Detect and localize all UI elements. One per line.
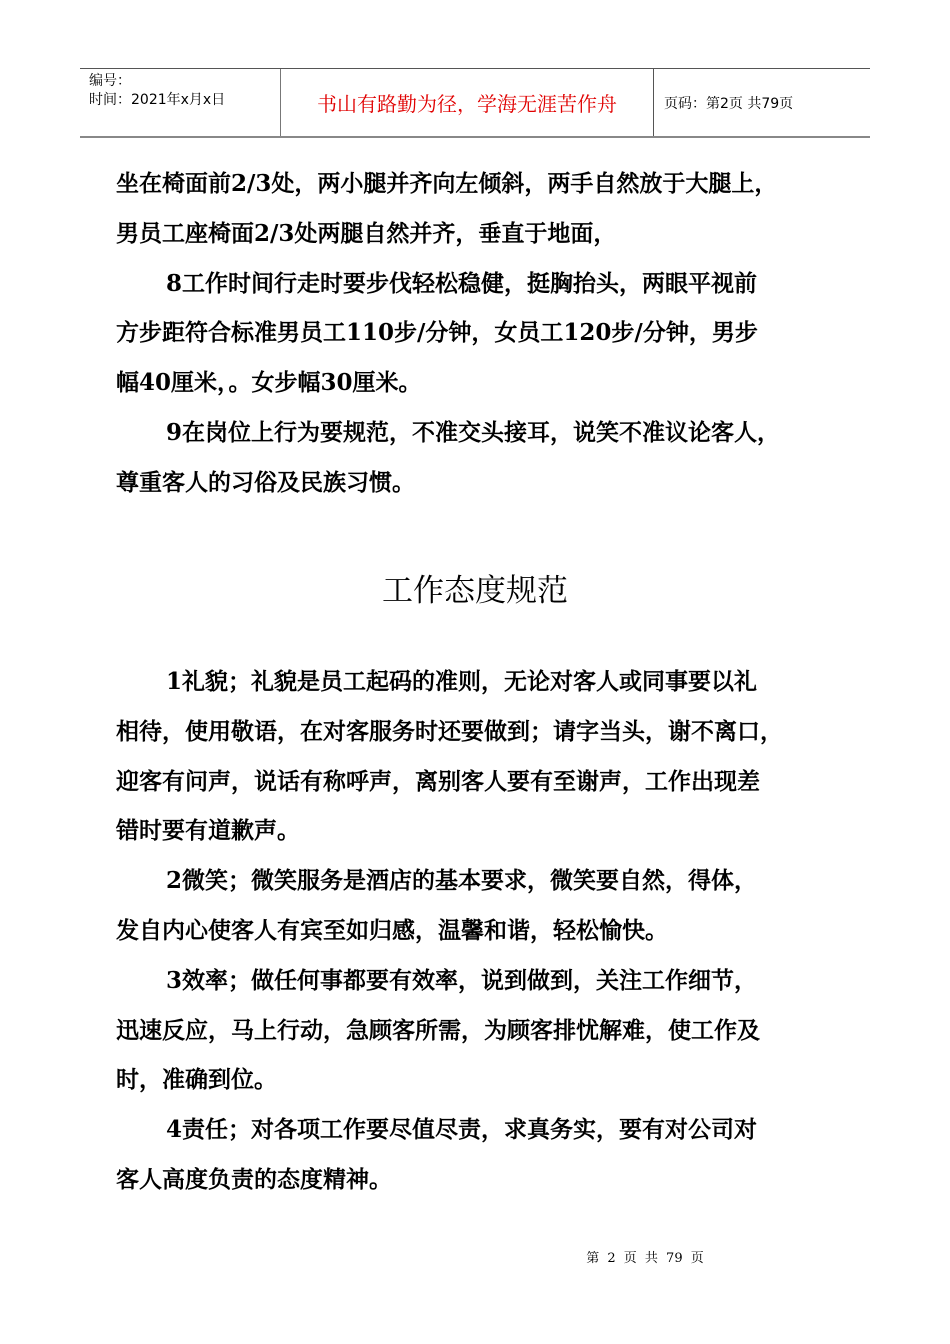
page-footer: 第 2 页 共 79 页: [586, 1251, 704, 1266]
text-line: 1礼貌；礼貌是员工起码的准则，无论对客人或同事要以礼: [166, 668, 758, 695]
text-line: 8工作时间行走时要步伐轻松稳健，挺胸抬头，两眼平视前: [166, 269, 758, 297]
text-line: 4责任；对各项工作要尽值尽责，求真务实，要有对公司对: [166, 1116, 758, 1144]
text-line: 9在岗位上行为要规范，不准交头接耳，说笑不准议论客人，: [166, 419, 781, 446]
header-motto: 书山有路勤为径，学海无涯苦作舟: [281, 69, 654, 136]
header-page-info: 页码：第2页 共79页: [664, 95, 794, 112]
text-line: 错时要有道歉声。: [116, 817, 300, 845]
text-line: 相待，使用敬语，在对客服务时还要做到；请字当头，谢不离口，: [116, 717, 783, 745]
section-title: 工作态度规范: [382, 573, 568, 609]
text-line: 方步距符合标准男员工110步/分钟，女员工120步/分钟，男步: [116, 319, 758, 347]
text-line: 坐在椅面前2/3处，两小腿并齐向左倾斜，两手自然放于大腿上，: [116, 170, 778, 197]
text-line: 客人高度负责的态度精神。: [116, 1166, 392, 1193]
header-meta: [80, 69, 281, 136]
text-line: 时，准确到位。: [116, 1066, 277, 1094]
text-line: 发自内心使客人有宾至如归感，温馨和谐，轻松愉快。: [116, 917, 668, 944]
text-line: 男员工座椅面2/3处两腿自然并齐，垂直于地面，: [116, 219, 617, 247]
text-line: 迎客有问声，说话有称呼声，离别客人要有至谢声，工作出现差: [116, 767, 760, 795]
text-line: 尊重客人的习俗及民族习惯。: [116, 468, 415, 496]
text-line: 2微笑；微笑服务是酒店的基本要求，微笑要自然，得体，: [166, 867, 758, 895]
text-line: 幅40厘米，。女步幅30厘米。: [116, 369, 422, 397]
time-label: 时间：2021年x月x日: [89, 92, 226, 108]
text-line: 迅速反应，马上行动，急顾客所需，为顾客排忧解难，使工作及: [116, 1016, 760, 1044]
number-label: 编号：: [89, 73, 131, 89]
page-header: [80, 68, 870, 138]
text-line: 3效率；做任何事都要有效率，说到做到，关注工作细节，: [166, 966, 758, 994]
